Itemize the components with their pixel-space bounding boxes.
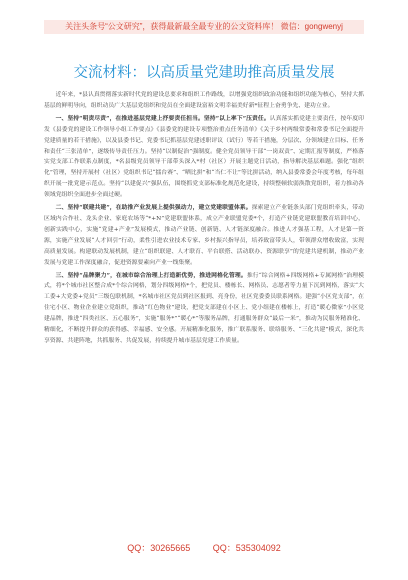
- page-title: 交流材料：以高质量党建助推高质量发展: [73, 65, 335, 81]
- paragraph-text: 认真落实抓党建主要责任，按年度印发《县委党的建设工作领导小组工作要点》《县委党的建设专项整治重点任务清单》《关于乡村两级常委和常委书记全面提升党建质量的若干措施》，以及县委书记、党委书记抓基层党建述职评议（试行）等若干措施，分层次、分领域建立目标、任务和责任“三张清单”，逐级传导责任压力。坚持“以制促治”强制度。健全党员领导干部“一岗双责”、定期汇报等制度，严格落实党支部工作联系点制度，*名县级党员领导干部带头深入*村（社区）开展主题党日活动，指导解决基层难题。强化“组织化”管理，坚持开展村（社区）党组织书记“擂台赛”、“晒比拼”和“当仁不让”等比拼活动，纳入县委常委会年度考核，每年组织开展一批党建示范点。坚持“以建促兴”强队伍，围绕抓党支部标准化规范化建设，持续整顿软弱涣散党组织，着力推动各领域党组织全面进步全面过硬。: [44, 115, 364, 199]
- section-heading: 一、坚持“明责尽责”，在推进基层党建上抒要责任担当。坚持“以上率下”压责任。: [55, 115, 270, 122]
- paragraph-text: 推行“综合网格+四级网格+专属网格”治理模式，将*个城市社区整合成*个综合网格，划分四级网格*个，把党员、楼栋长、网格员、志愿者等力量下沉到网格，落实“大工委+大党委+党员”三级包联机制，*名城市社区党员到社区报到、亮身份，社区党委委员联系网格。建强“小区党支部”，在住宅小区、物业企业建立党组织，推动“红色物业”建设，把党支部建在小区上、党小组建在楼栋上，打造“暖心微家”小区党建品牌，推进“四类社区、五心服务”，实施“服务*”“暖心*”等服务品牌，打通服务群众“最后一米”，推动为民服务精准化、精细化，不断提升群众的获得感、幸福感、安全感。开展精准化服务，推广联系服务、联络服务、“三化共建”模式，深化共享资源、共建阵地，共抓服务、共促发展，持续提升城市基层党建工作质量。: [44, 272, 364, 344]
- paragraph-text: 探索建立产业链条头部门党组织牵头，带动区域内合作社、龙头企业、家庭农场等“*+N”党建联盟体系，成立产业联盟党委*个，打造产业链党建联盟教育培训中心，创新实践中心，实施“党建+产业”发展模式，推动产业链、创新链、人才链深度融合。推进人才强基工程，人才是第一资源，实施产业发展“人才回引”行动，柔性引进农业技术专家、乡村振兴指导员，培养致富带头人，带领群众增收致富，实现高质量发展。构建联动发展机制，建立“组织联建、人才联育、平台联搭、活动联办、资源联享”的党建共建机制，推动产业发展与党建工作深度融合，促进资源要素向产业一线集聚。: [44, 205, 364, 266]
- paragraph-intro: [44, 90, 364, 112]
- section-heading: 三、坚持“品牌聚力”，在城市综合治理上打造新优势，推进网格化管理。: [55, 272, 247, 279]
- paragraph-section-2: [44, 203, 364, 268]
- footer-qq-1: QQ：30265665: [127, 543, 191, 553]
- section-heading: 二、坚持“联建共建”，在助推产业发展上提供强动力，建立党建联盟体系。: [55, 205, 252, 212]
- header-banner: 关注头条号“公文研究”，获得最新最全最专业的公文资料库！ 微信：gongwenyj: [44, 20, 364, 34]
- footer-qq-2: QQ：535304092: [212, 543, 281, 553]
- paragraph-text: 近年来，*县认真贯彻落实新时代党的建设总要求和组织工作路线，以增强党组织政治功能和组织功能为核心，坚持大抓基层的鲜明导向，组织动员广大基层党组织和党员在全面建设富裕文明幸福美好新*征程上奋勇争先、建功立业。: [44, 92, 364, 109]
- paragraph-section-1: [44, 114, 364, 201]
- footer-contact: [0, 542, 408, 554]
- paragraph-section-3: [44, 271, 364, 347]
- document-body: [44, 90, 364, 536]
